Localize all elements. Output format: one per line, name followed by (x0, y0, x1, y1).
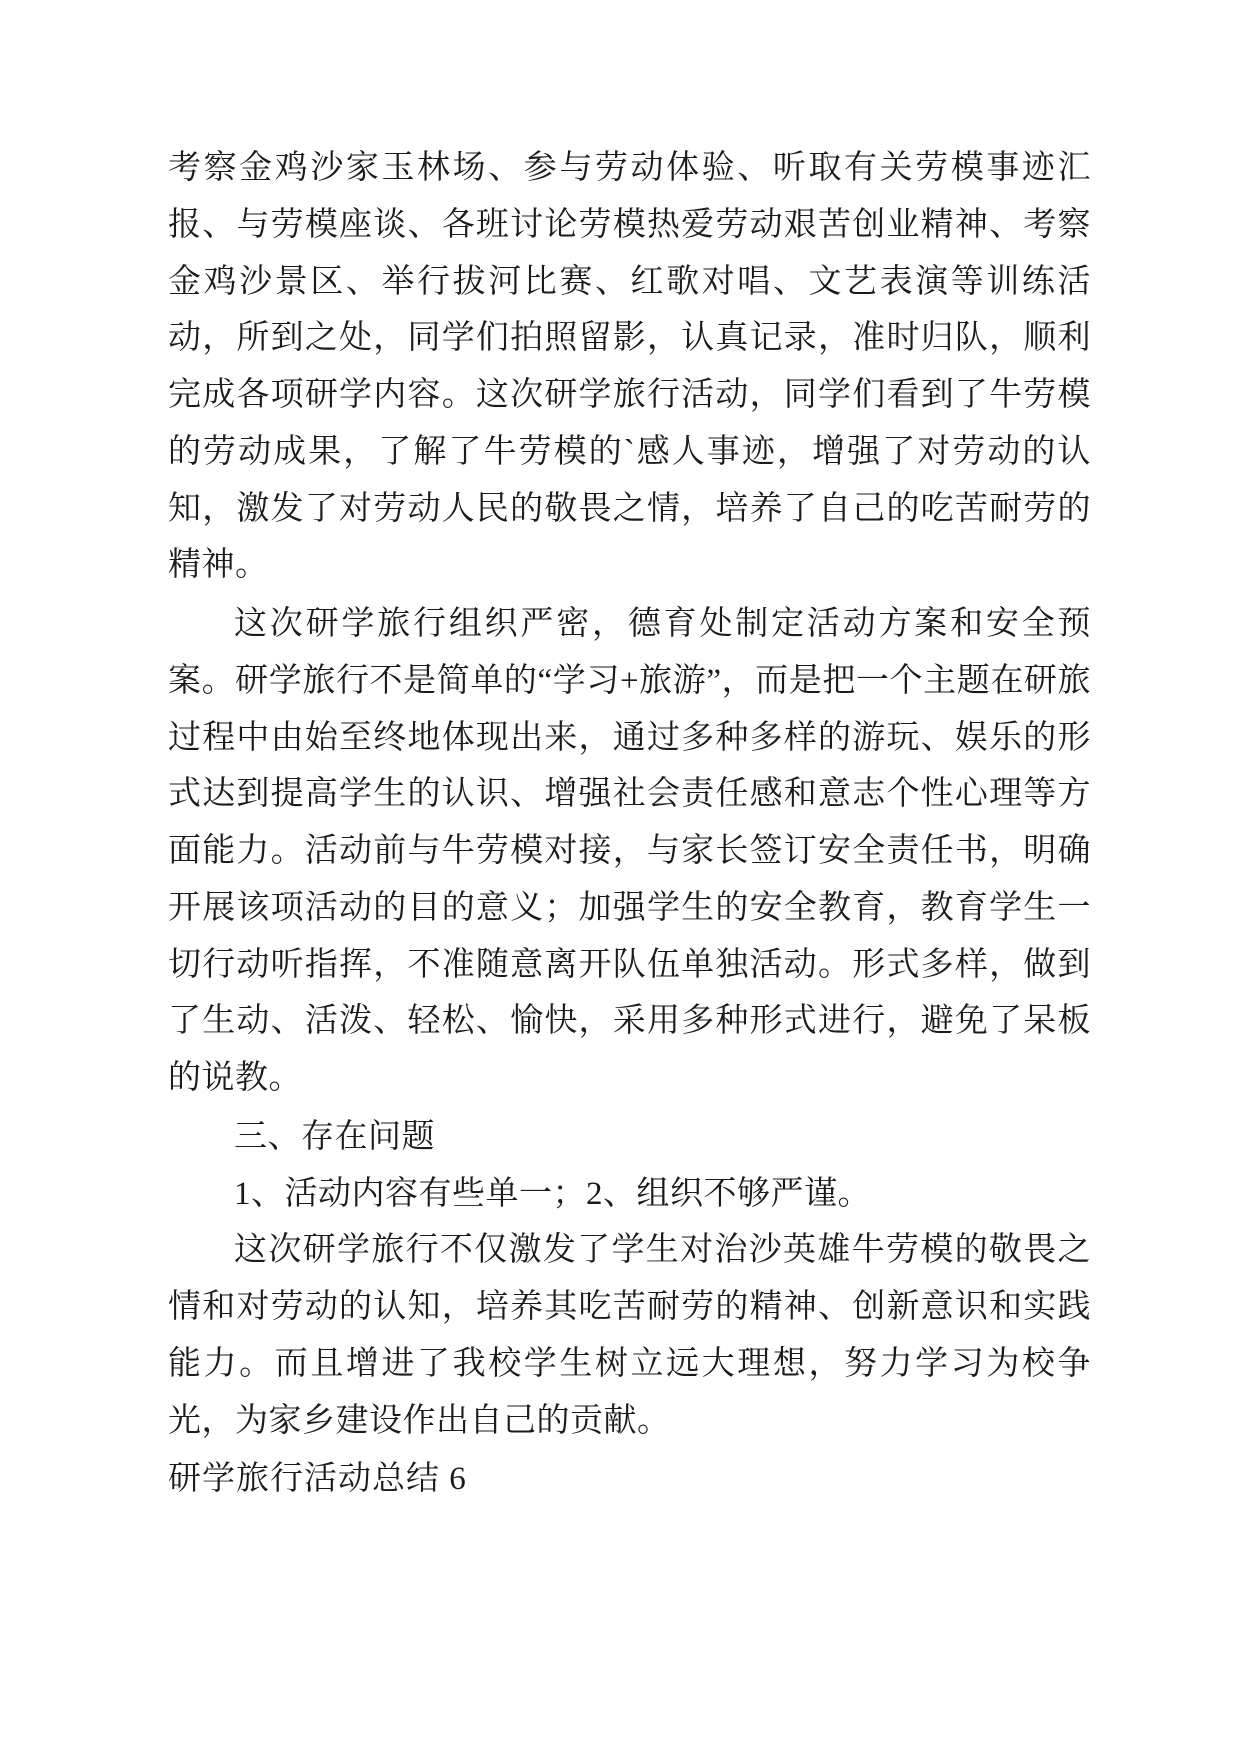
heading-existing-problems: 三、存在问题 (234, 1118, 435, 1155)
paragraph-activities: 考察金鸡沙家玉林场、参与劳动体验、听取有关劳模事迹汇报、与劳模座谈、各班讨论劳模热爱劳动艰苦创业精神、考察金鸡沙景区、举行拔河比赛、红歌对唱、文艺表演等训练活动，所到之处，同学们拍照留影，认真记录，准时归队，顺利完成各项研学内容。这次研学旅行活动，同学们看到了牛劳模的劳动成果，了解了牛劳模的`感人事迹，增强了对劳动的认知，激发了对劳动人民的敬畏之情，培养了自己的吃苦耐劳的精神。 (168, 150, 1091, 584)
trailing-section-title: 研学旅行活动总结 6 (168, 1461, 467, 1498)
paragraph-organization: 这次研学旅行组织严密，德育处制定活动方案和安全预案。研学旅行不是简单的“学习+旅游”，而是把一个主题在研旅过程中由始至终地体现出来，通过多种多样的游玩、娱乐的形式达到提高学生的认识、增强社会责任感和意志个性心理等方面能力。活动前与牛劳模对接，与家长签订安全责任书，明确开展该项活动的目的意义；加强学生的安全教育，教育学生一切行动听指挥，不准随意离开队伍单独活动。形式多样，做到了生动、活泼、轻松、愉快，采用多种形式进行，避免了呆板的说教。 (168, 606, 1091, 1096)
paragraph-conclusion: 这次研学旅行不仅激发了学生对治沙英雄牛劳模的敬畏之情和对劳动的认知，培养其吃苦耐劳的精神、创新意识和实践能力。而且增进了我校学生树立远大理想，努力学习为校争光，为家乡建设作出自己的贡献。 (168, 1232, 1091, 1439)
document-body (168, 140, 1091, 1508)
paragraph-problem-list: 1、活动内容有些单一；2、组织不够严谨。 (234, 1175, 871, 1212)
